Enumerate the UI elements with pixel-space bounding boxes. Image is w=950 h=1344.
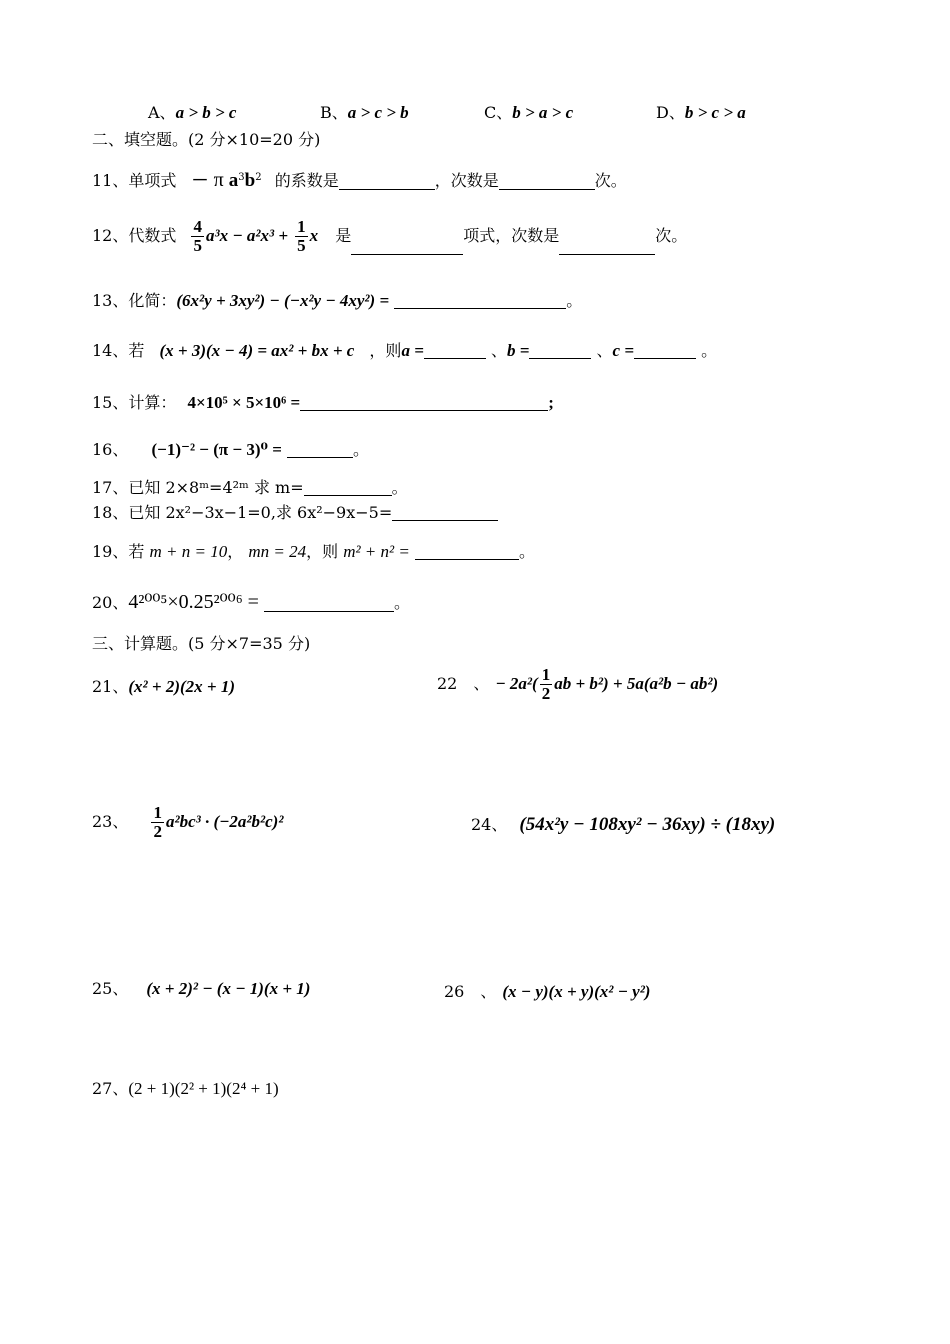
option-d: D、b > c > a bbox=[656, 103, 746, 122]
answer-blank[interactable] bbox=[264, 610, 394, 612]
question-26: 26 、 (x − y)(x + y)(x² − y²) bbox=[444, 982, 651, 1001]
question-27: 27、(2 + 1)(2² + 1)(2⁴ + 1) bbox=[92, 1079, 279, 1098]
answer-blank[interactable] bbox=[351, 253, 463, 255]
section-3-heading: 三、计算题。(5 分×7=35 分) bbox=[92, 634, 311, 653]
option-c: C、b > a > c bbox=[484, 103, 574, 122]
question-19: 19、若 m + n = 10， mn = 24，则 m² + n² = 。 bbox=[92, 542, 535, 561]
question-12: 12、代数式 $\frac{4}{5}$ a³x − a²x³ + $\frac{1}{5}$ x 是 项式，次数是 次。 bbox=[92, 217, 688, 255]
question-18: 18、已知 2x²−3x−1=0,求 6x²−9x−5= bbox=[92, 505, 498, 521]
fraction: $\frac{1}{2}$ bbox=[541, 665, 551, 703]
answer-blank[interactable] bbox=[394, 307, 566, 309]
question-14: 14、若 (x + 3)(x − 4) = ax² + bx + c ，则a = 、b = 、c = 。 bbox=[92, 341, 718, 360]
question-16: 16、 (−1)⁻² − (π − 3)⁰ = 。 bbox=[92, 440, 370, 459]
answer-blank[interactable] bbox=[559, 253, 655, 255]
answer-blank[interactable] bbox=[424, 357, 486, 359]
question-25: 25、 (x + 2)² − (x − 1)(x + 1) bbox=[92, 979, 311, 998]
question-20: 20、4²⁰⁰⁵×0.25²⁰⁰⁶ = 。 bbox=[92, 591, 411, 613]
fraction: $\frac{4}{5}$ bbox=[193, 217, 202, 255]
question-11: 11、单项式 － π $a^3b^2$ 的系数是 ，次数是 次。 bbox=[92, 169, 627, 191]
answer-blank[interactable] bbox=[415, 558, 519, 560]
answer-blank[interactable] bbox=[499, 188, 595, 190]
fraction: $\frac{1}{2}$ bbox=[153, 803, 162, 841]
question-23: 23、 $\frac{1}{2}$ a²bc³ · (−2a²b²c)² bbox=[92, 803, 284, 841]
question-24: 24、 (54x²y − 108xy² − 36xy) ÷ (18xy) bbox=[471, 814, 776, 835]
fraction: $\frac{1}{5}$ bbox=[297, 217, 306, 255]
question-21: 21、(x² + 2)(2x + 1) bbox=[92, 677, 235, 696]
answer-blank[interactable] bbox=[300, 409, 548, 411]
answer-blank[interactable] bbox=[304, 494, 392, 496]
question-13: 13、化简：(6x²y + 3xy²) − (−x²y − 4xy²) = 。 bbox=[92, 291, 583, 310]
section-2-heading: 二、填空题。(2 分×10=20 分) bbox=[92, 130, 321, 149]
question-15: 15、计算： 4×10⁵ × 5×10⁶ = ; bbox=[92, 393, 554, 412]
answer-blank[interactable] bbox=[529, 357, 591, 359]
answer-blank[interactable] bbox=[634, 357, 696, 359]
question-17: 17、已知 2×8ᵐ=4²ᵐ 求 m= 。 bbox=[92, 478, 408, 497]
question-22: 22 、 − 2a²( $\frac{1}{2}$ ab + b²) + 5a(a²b − ab²) bbox=[437, 665, 719, 703]
option-b: B、a > c > b bbox=[320, 103, 409, 122]
answer-blank[interactable] bbox=[339, 188, 435, 190]
answer-blank[interactable] bbox=[392, 519, 498, 521]
answer-blank[interactable] bbox=[287, 456, 353, 458]
option-a: A、a > b > c bbox=[148, 103, 237, 122]
